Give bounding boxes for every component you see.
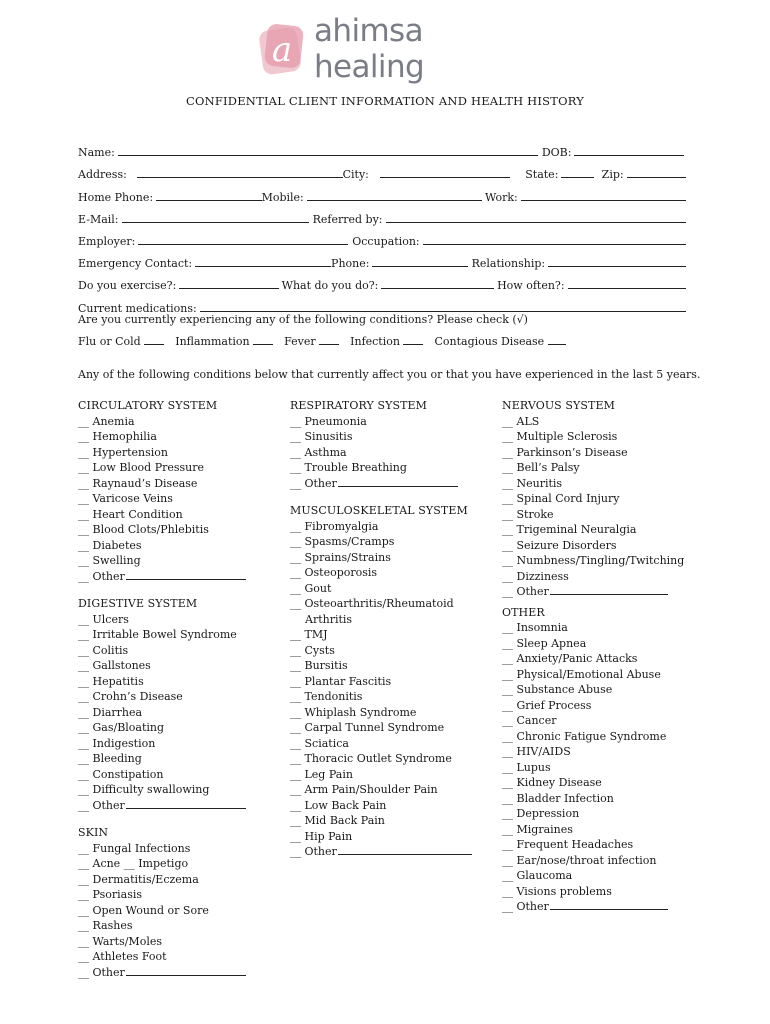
nervous-title: NERVOUS SYSTEM: [502, 399, 615, 412]
condition-item[interactable]: __ Trouble Breathing: [290, 461, 407, 474]
logo-letter: a: [271, 30, 293, 70]
how-often-label: How often?:: [497, 279, 565, 293]
occupation-label: Occupation:: [352, 234, 420, 248]
contagious-label: Contagious Disease: [434, 335, 545, 348]
condition-item[interactable]: __ Diarrhea: [78, 705, 143, 719]
column-right: [502, 398, 684, 915]
condition-item[interactable]: __ Low Blood Pressure: [78, 461, 205, 474]
name-label: Name:: [78, 146, 115, 160]
condition-item[interactable]: __ Whiplash Syndrome: [290, 705, 417, 719]
inflammation-label: Inflammation: [175, 335, 250, 348]
other-blank[interactable]: [550, 585, 668, 595]
current-conditions-line: [78, 335, 566, 348]
condition-item[interactable]: __ Mid Back Pain: [290, 814, 385, 827]
condition-item[interactable]: __ Bell’s Palsy: [502, 461, 580, 474]
nervous-section: [502, 398, 684, 600]
respiratory-section: [290, 398, 472, 491]
email-label: E-Mail:: [78, 212, 119, 226]
how-often-input[interactable]: [568, 276, 686, 289]
condition-item[interactable]: __ Stroke: [502, 507, 554, 521]
address-input[interactable]: [137, 165, 342, 178]
condition-item[interactable]: __ Leg Pain: [290, 767, 353, 781]
city-input[interactable]: [380, 165, 510, 178]
condition-item[interactable]: __ Spinal Cord Injury: [502, 492, 620, 505]
work-input[interactable]: [521, 188, 686, 201]
brand-name: ahimsa healing: [314, 13, 425, 85]
form-title: CONFIDENTIAL CLIENT INFORMATION AND HEALTH HISTORY: [185, 94, 584, 108]
conditions-intro: Any of the following conditions below that currently affect you or that you have experienced in the last 5 years.: [78, 368, 701, 381]
flu-label: Flu or Cold: [78, 335, 141, 348]
condition-item[interactable]: __ Raynaud’s Disease: [78, 476, 198, 490]
condition-item[interactable]: __ Low Back Pain: [290, 798, 387, 812]
condition-item[interactable]: __ Parkinson’s Disease: [502, 445, 628, 459]
skin-title: SKIN: [78, 826, 109, 839]
occupation-input[interactable]: [423, 232, 686, 245]
phone-label: Phone:: [331, 257, 370, 271]
what-do-you-do-input[interactable]: [381, 276, 494, 289]
employer-input[interactable]: [138, 232, 348, 245]
condition-item[interactable]: __ Crohn’s Disease: [78, 690, 183, 703]
home-phone-label: Home Phone:: [78, 190, 154, 204]
condition-item[interactable]: __ Anemia: [78, 414, 135, 428]
other-title: OTHER: [502, 605, 545, 619]
condition-item[interactable]: __ Ulcers: [78, 612, 129, 626]
respiratory-title: RESPIRATORY SYSTEM: [290, 399, 428, 412]
condition-item[interactable]: __ Hepatitis: [78, 674, 144, 688]
musculoskeletal-title: MUSCULOSKELETAL SYSTEM: [290, 504, 468, 517]
condition-item[interactable]: __ Fibromyalgia: [290, 519, 379, 533]
condition-item[interactable]: __ Trigeminal Neuralgia: [502, 523, 637, 536]
column-left: [78, 398, 246, 980]
condition-item[interactable]: __ Frequent Headaches: [502, 838, 634, 851]
infection-label: Infection: [350, 335, 400, 348]
condition-item[interactable]: __ Gout: [290, 581, 332, 595]
condition-item[interactable]: __ Gallstones: [78, 659, 151, 672]
condition-item[interactable]: __ Plantar Fascitis: [290, 674, 392, 688]
other-item[interactable]: __ Other: [502, 899, 684, 915]
check-question: Are you currently experiencing any of the following conditions? Please check (√): [78, 313, 528, 326]
musculoskeletal-section: [290, 503, 472, 860]
condition-item[interactable]: __ Neuritis: [502, 476, 563, 490]
condition-item[interactable]: __ Psoriasis: [78, 888, 143, 901]
condition-item[interactable]: __ Spasms/Cramps: [290, 535, 395, 548]
other-blank[interactable]: [338, 845, 472, 855]
other-blank[interactable]: [126, 570, 246, 580]
condition-item[interactable]: __ Glaucoma: [502, 869, 573, 882]
condition-item[interactable]: __ Athletes Foot: [78, 950, 167, 963]
condition-item[interactable]: __ Osteoporosis: [290, 566, 378, 579]
zip-input[interactable]: [627, 165, 686, 178]
condition-item[interactable]: __ Heart Condition: [78, 507, 183, 521]
work-label: Work:: [484, 190, 518, 204]
inflammation-check[interactable]: [253, 335, 273, 345]
address-row: [78, 159, 686, 181]
condition-item[interactable]: __ Sleep Apnea: [502, 636, 587, 650]
condition-item[interactable]: __ Osteoarthritis/Rheumatoid: [290, 597, 454, 610]
exercise-label: Do you exercise?:: [78, 279, 177, 293]
condition-item[interactable]: __ Difficulty swallowing: [78, 783, 210, 796]
condition-item[interactable]: __ Sciatica: [290, 736, 349, 750]
state-label: State:: [525, 168, 559, 182]
other-blank[interactable]: [338, 477, 458, 487]
condition-item[interactable]: __ Varicose Veins: [78, 492, 173, 505]
address-label: Address:: [78, 168, 127, 182]
condition-item[interactable]: __ Chronic Fatigue Syndrome: [502, 729, 667, 743]
emergency-row: [78, 248, 686, 270]
condition-item[interactable]: __ Bleeding: [78, 752, 142, 765]
condition-item[interactable]: __ Visions problems: [502, 884, 612, 898]
skin-section: [78, 825, 246, 980]
dob-label: DOB:: [541, 146, 572, 160]
circulatory-title: CIRCULATORY SYSTEM: [78, 399, 218, 412]
condition-item[interactable]: __ Substance Abuse: [502, 683, 613, 696]
condition-item[interactable]: __ Grief Process: [502, 698, 592, 712]
condition-item-continuation: Arthritis: [305, 612, 353, 626]
condition-item[interactable]: __ Carpal Tunnel Syndrome: [290, 721, 445, 734]
condition-item[interactable]: __ Diabetes: [78, 538, 142, 552]
relationship-input[interactable]: [548, 254, 686, 267]
infection-check[interactable]: [403, 335, 423, 345]
condition-item[interactable]: __ Dizziness: [502, 569, 569, 583]
relationship-label: Relationship:: [471, 257, 546, 271]
column-middle: [290, 398, 472, 860]
condition-item[interactable]: __ Pneumonia: [290, 414, 367, 428]
condition-item[interactable]: __ Multiple Sclerosis: [502, 430, 618, 443]
name-row: [78, 137, 686, 159]
digestive-title: DIGESTIVE SYSTEM: [78, 597, 198, 610]
condition-item[interactable]: __ Migraines: [502, 822, 573, 836]
condition-item[interactable]: __ Indigestion: [78, 736, 156, 750]
condition-item[interactable]: __ Bladder Infection: [502, 791, 614, 805]
other-blank[interactable]: [550, 900, 668, 910]
condition-item[interactable]: __ Cysts: [290, 643, 335, 657]
zip-label: Zip:: [601, 168, 624, 182]
referred-by-label: Referred by:: [312, 212, 383, 226]
employer-label: Employer:: [78, 234, 136, 248]
condition-item[interactable]: __ Lupus: [502, 760, 551, 774]
other-item[interactable]: __ Other: [290, 844, 472, 860]
condition-item[interactable]: __ Tendonitis: [290, 690, 363, 703]
condition-item[interactable]: __ Gas/Bloating: [78, 721, 165, 734]
digestive-section: [78, 596, 246, 813]
circulatory-section: [78, 398, 246, 584]
condition-item[interactable]: __ Sprains/Strains: [290, 550, 391, 564]
flu-check[interactable]: [144, 335, 164, 345]
what-do-you-do-label: What do you do?:: [281, 279, 379, 293]
referred-by-input[interactable]: [386, 210, 687, 223]
condition-item[interactable]: __ Hemophilia: [78, 430, 157, 443]
employer-row: [78, 226, 686, 248]
other-item[interactable]: __ Other: [78, 569, 246, 585]
condition-item[interactable]: __ Numbness/Tingling/Twitching: [502, 554, 685, 567]
contagious-check[interactable]: [548, 335, 566, 345]
condition-item[interactable]: __ Irritable Bowel Syndrome: [78, 628, 237, 641]
condition-item[interactable]: __ Cancer: [502, 714, 557, 727]
dob-input[interactable]: [574, 143, 684, 156]
condition-item[interactable]: __ Fungal Infections: [78, 841, 191, 855]
condition-item[interactable]: __ Ear/nose/throat infection: [502, 853, 657, 867]
other-item[interactable]: __ Other: [78, 965, 246, 981]
logo-mark-icon: [258, 21, 308, 77]
condition-item[interactable]: __ Blood Clots/Phlebitis: [78, 523, 209, 536]
name-input[interactable]: [118, 143, 538, 156]
condition-item[interactable]: __ Colitis: [78, 643, 129, 657]
medications-label: Current medications:: [78, 301, 197, 315]
ahimsa-healing-logo: [258, 13, 518, 85]
condition-item[interactable]: __ Hypertension: [78, 445, 168, 459]
fever-check[interactable]: [319, 335, 339, 345]
phone-row: [78, 181, 686, 203]
other-blank[interactable]: [126, 966, 246, 976]
condition-item[interactable]: __ Open Wound or Sore: [78, 903, 209, 917]
exercise-row: [78, 270, 686, 292]
condition-item[interactable]: __ Asthma: [290, 445, 347, 459]
condition-item[interactable]: __ Swelling: [78, 554, 141, 567]
medications-input[interactable]: [200, 299, 686, 312]
condition-item[interactable]: __ Insomnia: [502, 621, 568, 634]
home-phone-input[interactable]: [156, 188, 262, 201]
other-item[interactable]: __ Other: [290, 476, 472, 492]
exercise-input[interactable]: [179, 276, 278, 289]
state-input[interactable]: [561, 165, 594, 178]
condition-item[interactable]: __ ALS: [502, 414, 540, 428]
emergency-contact-input[interactable]: [195, 254, 331, 267]
condition-item[interactable]: __ Anxiety/Panic Attacks: [502, 652, 638, 665]
other-item[interactable]: __ Other: [78, 798, 246, 814]
phone-input[interactable]: [372, 254, 467, 267]
condition-item[interactable]: __ Sinusitis: [290, 430, 353, 443]
condition-item[interactable]: __ Dermatitis/Eczema: [78, 872, 199, 886]
other-blank[interactable]: [126, 799, 246, 809]
emergency-contact-label: Emergency Contact:: [78, 257, 193, 271]
condition-item[interactable]: __ HIV/AIDS: [502, 745, 571, 758]
medications-row: [78, 292, 686, 314]
condition-item[interactable]: __ Warts/Moles: [78, 934, 162, 948]
email-input[interactable]: [122, 210, 309, 223]
condition-item[interactable]: __ Arm Pain/Shoulder Pain: [290, 783, 438, 796]
condition-item[interactable]: __ Seizure Disorders: [502, 538, 617, 552]
mobile-input[interactable]: [307, 188, 482, 201]
condition-item[interactable]: __ Physical/Emotional Abuse: [502, 667, 661, 681]
city-label: City:: [342, 168, 369, 182]
condition-item[interactable]: __ Rashes: [78, 919, 133, 932]
condition-item[interactable]: __ Thoracic Outlet Syndrome: [290, 752, 452, 765]
condition-item[interactable]: __ Bursitis: [290, 659, 348, 672]
fever-label: Fever: [284, 335, 316, 348]
email-row: [78, 204, 686, 226]
condition-item[interactable]: __ Hip Pain: [290, 829, 353, 843]
condition-item[interactable]: __ Depression: [502, 807, 580, 820]
other-section: [502, 605, 684, 915]
client-info-fields: [78, 137, 686, 315]
condition-item[interactable]: __ Constipation: [78, 767, 164, 781]
condition-item[interactable]: __ Acne __ Impetigo: [78, 857, 189, 870]
condition-item[interactable]: __ TMJ: [290, 628, 328, 641]
mobile-label: Mobile:: [261, 190, 304, 204]
condition-item[interactable]: __ Kidney Disease: [502, 776, 602, 789]
other-item[interactable]: __ Other: [502, 584, 684, 600]
